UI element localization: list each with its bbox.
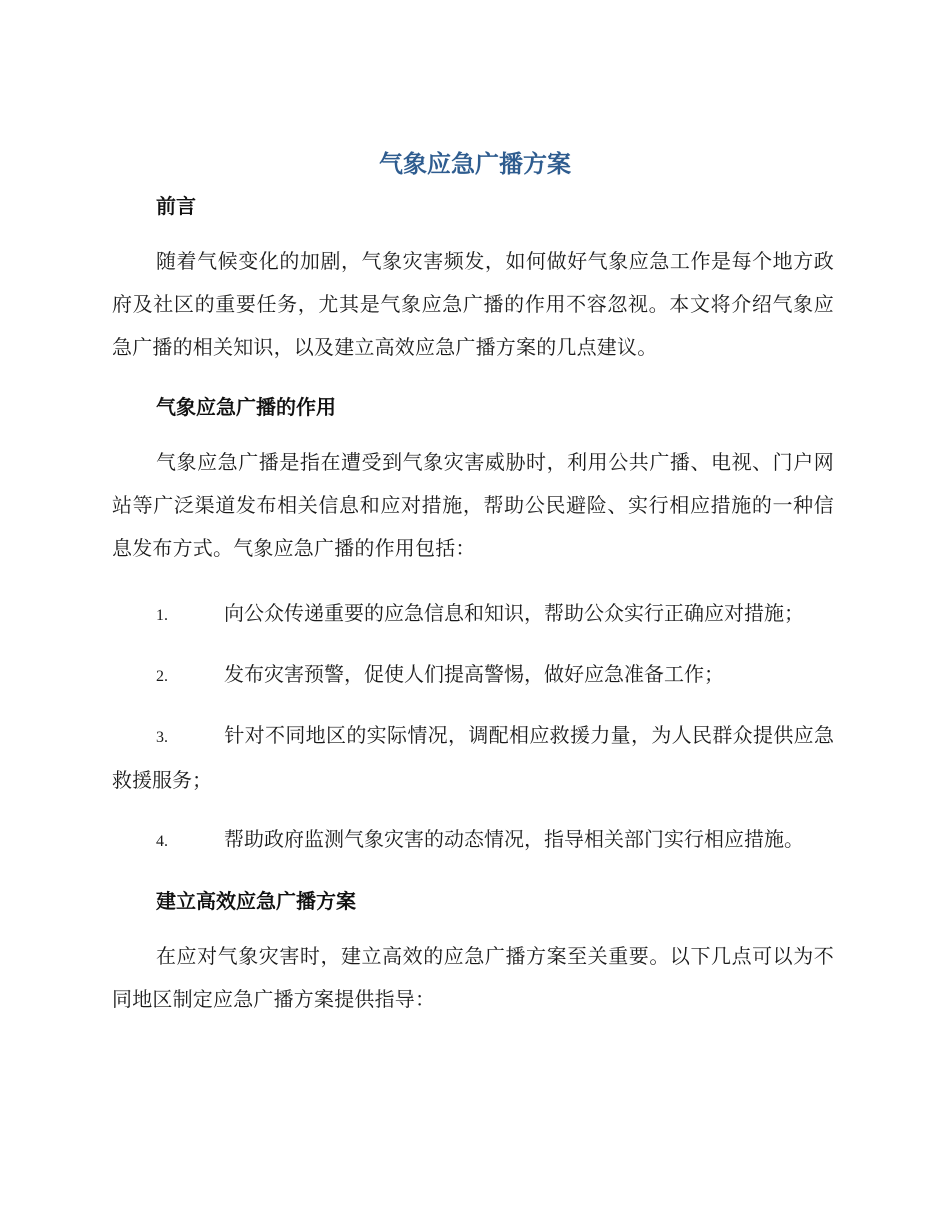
list-item-text: 针对不同地区的实际情况，调配相应救援力量，为人民群众提供应急救援服务； — [112, 723, 834, 792]
list-number: 2. — [156, 668, 168, 685]
section-heading-preface: 前言 — [156, 194, 196, 218]
list-item — [112, 653, 834, 698]
list-item — [112, 592, 834, 637]
list-item-text: 发布灾害预警，促使人们提高警惕，做好应急准备工作； — [224, 662, 724, 686]
paragraph-preface: 随着气候变化的加剧，气象灾害频发，如何做好气象应急工作是每个地方政府及社区的重要任务，尤其是气象应急广播的作用不容忽视。本文将介绍气象应急广播的相关知识，以及建立高效应急广播方案的几点建议。 — [112, 249, 834, 359]
section-heading-role: 气象应急广播的作用 — [156, 395, 336, 419]
list-item-text: 帮助政府监测气象灾害的动态情况，指导相关部门实行相应措施。 — [224, 827, 804, 851]
section-heading-plan: 建立高效应急广播方案 — [156, 889, 356, 913]
list-number: 3. — [156, 729, 168, 746]
list-number: 4. — [156, 833, 168, 850]
paragraph-plan: 在应对气象灾害时，建立高效的应急广播方案至关重要。以下几点可以为不同地区制定应急广播方案提供指导： — [112, 944, 834, 1011]
paragraph-role: 气象应急广播是指在遭受到气象灾害威胁时，利用公共广播、电视、门户网站等广泛渠道发布相关信息和应对措施，帮助公民避险、实行相应措施的一种信息发布方式。气象应急广播的作用包括： — [112, 450, 834, 560]
list-item-text: 向公众传递重要的应急信息和知识，帮助公众实行正确应对措施； — [224, 601, 804, 625]
list-item — [112, 714, 834, 802]
document-body — [112, 188, 834, 1021]
document-title: 气象应急广播方案 — [379, 150, 571, 178]
list-number: 1. — [156, 607, 168, 624]
list-item — [112, 818, 834, 863]
